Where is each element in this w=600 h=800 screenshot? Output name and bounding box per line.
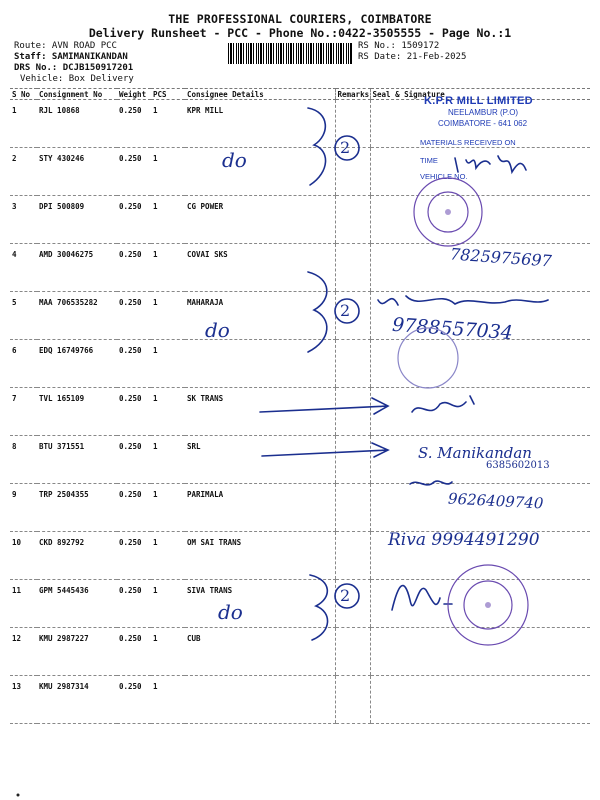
cell-consignee: CUB xyxy=(185,628,335,676)
cell-seal xyxy=(370,580,590,628)
barcode xyxy=(228,43,353,64)
cell-pcs: 1 xyxy=(151,436,185,484)
table-row xyxy=(10,340,590,388)
kpr-stamp-time: TIME xyxy=(420,156,438,165)
handwritten-signature-parimala: S. Manikandan xyxy=(418,444,532,462)
cell-consignment: STY 430246 xyxy=(37,148,117,196)
drs-line: DRS No.: DCJB150917201 xyxy=(14,63,134,73)
cell-weight: 0.250 xyxy=(117,100,151,148)
cell-consignment: TVL 165109 xyxy=(37,388,117,436)
cell-consignee xyxy=(185,676,335,724)
cell-sno: 6 xyxy=(10,340,37,388)
cell-sno: 3 xyxy=(10,196,37,244)
cell-consignment: CKD 892792 xyxy=(37,532,117,580)
col-remarks: Remarks xyxy=(335,89,370,100)
cell-consignment: RJL 10868 xyxy=(37,100,117,148)
cell-weight: 0.250 xyxy=(117,628,151,676)
cell-consignee: CG POWER xyxy=(185,196,335,244)
cell-pcs: 1 xyxy=(151,292,185,340)
handwritten-phone-omsai: 9626409740 xyxy=(447,489,544,513)
stray-mark xyxy=(17,794,20,797)
cell-consignee xyxy=(185,340,335,388)
runsheet-table xyxy=(10,88,590,724)
cell-consignment: DPI 500809 xyxy=(37,196,117,244)
kpr-stamp-line1: NEELAMBUR (P.O) xyxy=(448,108,519,117)
cell-pcs: 1 xyxy=(151,244,185,292)
cell-consignment: AMD 30046275 xyxy=(37,244,117,292)
col-pcs: PCS xyxy=(151,89,185,100)
cell-pcs: 1 xyxy=(151,580,185,628)
col-weight: Weight xyxy=(117,89,151,100)
staff-line: Staff: SAMIMANIKANDAN xyxy=(14,52,128,62)
cell-pcs: 1 xyxy=(151,340,185,388)
ditto-mark-row13: do xyxy=(218,600,243,624)
cell-consignee xyxy=(185,148,335,196)
kpr-stamp-vehicle: VEHICLE NO. xyxy=(420,172,468,181)
kpr-stamp-line2: COIMBATORE - 641 062 xyxy=(438,119,528,128)
table-row xyxy=(10,388,590,436)
col-consignee: Consignee Details xyxy=(185,89,335,100)
cell-consignee: MAHARAJA xyxy=(185,292,335,340)
cell-consignment: BTU 371551 xyxy=(37,436,117,484)
cell-consignment: MAA 706535282 xyxy=(37,292,117,340)
cell-weight: 0.250 xyxy=(117,244,151,292)
col-sno: S No xyxy=(10,89,37,100)
company-title: THE PROFESSIONAL COURIERS, COIMBATORE xyxy=(168,12,432,26)
cell-weight: 0.250 xyxy=(117,340,151,388)
cell-sno: 1 xyxy=(10,100,37,148)
cell-consignment: TRP 2504355 xyxy=(37,484,117,532)
cell-sno: 11 xyxy=(10,580,37,628)
cell-remarks xyxy=(335,340,370,388)
table-row xyxy=(10,628,590,676)
handwritten-phone-2: 9788557034 xyxy=(391,313,514,345)
ditto-mark-row6: do xyxy=(205,318,230,342)
kpr-stamp-materials: MATERIALS RECEIVED ON xyxy=(420,138,516,147)
cell-remarks xyxy=(335,532,370,580)
vehicle-line: Vehicle: Box Delivery xyxy=(20,74,134,84)
cell-consignee: OM SAI TRANS xyxy=(185,532,335,580)
circled-count-1: 2 xyxy=(340,138,351,157)
cell-sno: 8 xyxy=(10,436,37,484)
handwritten-signature-siva: Riva 9994491290 xyxy=(388,530,540,550)
cell-consignee: SIVA TRANS xyxy=(185,580,335,628)
cell-weight: 0.250 xyxy=(117,148,151,196)
cell-pcs: 1 xyxy=(151,100,185,148)
cell-remarks xyxy=(335,388,370,436)
handwritten-phone-parimala: 6385602013 xyxy=(486,460,550,471)
cell-consignment: EDQ 16749766 xyxy=(37,340,117,388)
cell-consignment: KMU 2987314 xyxy=(37,676,117,724)
cell-remarks xyxy=(335,628,370,676)
cell-pcs: 1 xyxy=(151,388,185,436)
cell-sno: 7 xyxy=(10,388,37,436)
cell-pcs: 1 xyxy=(151,532,185,580)
cell-seal xyxy=(370,628,590,676)
cell-weight: 0.250 xyxy=(117,580,151,628)
cell-sno: 10 xyxy=(10,532,37,580)
cell-pcs: 1 xyxy=(151,196,185,244)
col-seal: Seal & Signature xyxy=(370,89,590,100)
cell-seal xyxy=(370,388,590,436)
cell-remarks xyxy=(335,676,370,724)
circled-count-2: 2 xyxy=(340,301,351,320)
cell-sno: 12 xyxy=(10,628,37,676)
cell-sno: 13 xyxy=(10,676,37,724)
cell-weight: 0.250 xyxy=(117,532,151,580)
cell-pcs: 1 xyxy=(151,628,185,676)
cell-remarks xyxy=(335,484,370,532)
cell-seal xyxy=(370,340,590,388)
cell-consignee: PARIMALA xyxy=(185,484,335,532)
cell-weight: 0.250 xyxy=(117,676,151,724)
circled-count-3: 2 xyxy=(340,586,351,605)
cell-sno: 9 xyxy=(10,484,37,532)
cell-pcs: 1 xyxy=(151,484,185,532)
cell-weight: 0.250 xyxy=(117,388,151,436)
cell-weight: 0.250 xyxy=(117,292,151,340)
runsheet-subtitle: Delivery Runsheet - PCC - Phone No.:0422-3505555 - Page No.:1 xyxy=(88,26,512,40)
table-row xyxy=(10,676,590,724)
col-consignment: Consignment No xyxy=(37,89,117,100)
cell-consignee: COVAI SKS xyxy=(185,244,335,292)
cell-remarks xyxy=(335,436,370,484)
rs-date: RS Date: 21-Feb-2025 xyxy=(358,52,467,62)
cell-consignee: KPR MILL xyxy=(185,100,335,148)
cell-seal xyxy=(370,196,590,244)
cell-pcs: 1 xyxy=(151,148,185,196)
cell-sno: 4 xyxy=(10,244,37,292)
handwritten-phone-1: 7825975697 xyxy=(449,244,553,271)
cell-remarks xyxy=(335,196,370,244)
kpr-stamp-name: K.P.R MILL LIMITED xyxy=(424,95,533,107)
route-line: Route: AVN ROAD PCC xyxy=(14,41,117,51)
cell-weight: 0.250 xyxy=(117,196,151,244)
table-row xyxy=(10,196,590,244)
cell-seal xyxy=(370,676,590,724)
cell-seal xyxy=(370,148,590,196)
cell-consignee: SRL xyxy=(185,436,335,484)
rs-number: RS No.: 1509172 xyxy=(358,41,440,51)
cell-consignment: GPM 5445436 xyxy=(37,580,117,628)
cell-sno: 2 xyxy=(10,148,37,196)
cell-weight: 0.250 xyxy=(117,484,151,532)
cell-sno: 5 xyxy=(10,292,37,340)
cell-consignee: SK TRANS xyxy=(185,388,335,436)
cell-weight: 0.250 xyxy=(117,436,151,484)
ditto-mark-row2: do xyxy=(222,148,247,172)
table-row xyxy=(10,580,590,628)
cell-consignment: KMU 2987227 xyxy=(37,628,117,676)
cell-pcs: 1 xyxy=(151,676,185,724)
table-row xyxy=(10,148,590,196)
cell-remarks xyxy=(335,244,370,292)
